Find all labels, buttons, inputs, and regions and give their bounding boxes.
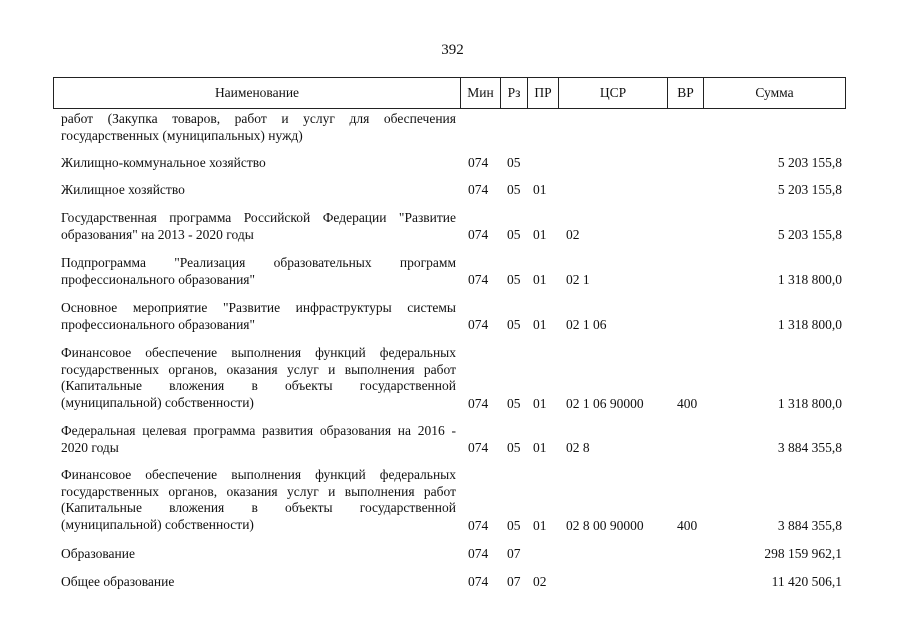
header-vr: ВР (668, 78, 704, 108)
row-sum: 1 318 800,0 (777, 317, 842, 332)
row-min: 074 (468, 182, 489, 197)
row-sum: 3 884 355,8 (777, 518, 842, 533)
row-min: 074 (468, 440, 489, 455)
row-pr: 01 (533, 317, 547, 332)
page-number: 392 (441, 42, 464, 58)
row-csr: 02 8 (566, 440, 590, 455)
row-sum: 3 884 355,8 (777, 440, 842, 455)
row-name: Финансовое обеспечение выполнения функций федеральных государственных органов, оказания услуг и выполнения работ (Капитальные вложения в объекты государственной (муниципальной) собственности) (61, 467, 456, 532)
row-rz: 05 (507, 440, 521, 455)
header-min: Мин (461, 78, 501, 108)
row-min: 074 (468, 317, 489, 332)
row-rz: 07 (507, 546, 521, 561)
row-sum: 5 203 155,8 (777, 182, 842, 197)
row-name: Федеральная целевая программа развития образования на 2016 - 2020 годы (61, 423, 456, 455)
row-name: работ (Закупка товаров, работ и услуг для обеспечения государственных (муниципальных) нужд) (61, 111, 456, 143)
row-csr: 02 8 00 90000 (566, 518, 644, 533)
row-sum: 5 203 155,8 (777, 155, 842, 170)
header-sum: Сумма (755, 85, 794, 100)
row-rz: 05 (507, 227, 521, 242)
row-name: Жилищно-коммунальное хозяйство (61, 155, 266, 170)
header-name: Наименование (54, 78, 461, 108)
row-pr: 01 (533, 440, 547, 455)
row-min: 074 (468, 227, 489, 242)
row-min: 074 (468, 272, 489, 287)
row-name: Образование (61, 546, 135, 561)
row-rz: 07 (507, 574, 521, 589)
row-rz: 05 (507, 396, 521, 411)
row-sum: 298 159 962,1 (764, 546, 842, 561)
row-rz: 05 (507, 317, 521, 332)
row-rz: 05 (507, 518, 521, 533)
row-rz: 05 (507, 272, 521, 287)
row-min: 074 (468, 518, 489, 533)
row-name: Финансовое обеспечение выполнения функций федеральных государственных органов, оказания услуг и выполнения работ (Капитальные вложения в объекты государственной (муниципальной) собственности) (61, 345, 456, 410)
row-name: Общее образование (61, 574, 175, 589)
header-csr: ЦСР (559, 78, 668, 108)
row-vr: 400 (677, 518, 698, 533)
table-header (53, 77, 846, 109)
row-name: Жилищное хозяйство (61, 182, 185, 197)
row-pr: 01 (533, 272, 547, 287)
row-vr: 400 (677, 396, 698, 411)
row-pr: 01 (533, 227, 547, 242)
header-rz: Рз (501, 78, 528, 108)
row-pr: 01 (533, 518, 547, 533)
row-csr: 02 1 06 90000 (566, 396, 644, 411)
row-sum: 11 420 506,1 (771, 574, 842, 589)
row-pr: 01 (533, 396, 547, 411)
row-pr: 01 (533, 182, 547, 197)
row-csr: 02 1 (566, 272, 590, 287)
row-name: Государственная программа Российской Федерации "Развитие образования" на 2013 - 2020 годы (61, 210, 456, 242)
row-csr: 02 (566, 227, 580, 242)
row-name: Подпрограмма "Реализация образовательных программ профессионального образования" (61, 255, 456, 287)
row-min: 074 (468, 396, 489, 411)
row-sum: 1 318 800,0 (777, 272, 842, 287)
header-pr: ПР (528, 78, 559, 108)
row-rz: 05 (507, 182, 521, 197)
row-csr: 02 1 06 (566, 317, 607, 332)
row-sum: 1 318 800,0 (777, 396, 842, 411)
row-rz: 05 (507, 155, 521, 170)
row-pr: 02 (533, 574, 547, 589)
row-min: 074 (468, 546, 489, 561)
row-min: 074 (468, 574, 489, 589)
row-sum: 5 203 155,8 (777, 227, 842, 242)
row-name: Основное мероприятие "Развитие инфраструктуры системы профессионального образования" (61, 300, 456, 332)
row-min: 074 (468, 155, 489, 170)
